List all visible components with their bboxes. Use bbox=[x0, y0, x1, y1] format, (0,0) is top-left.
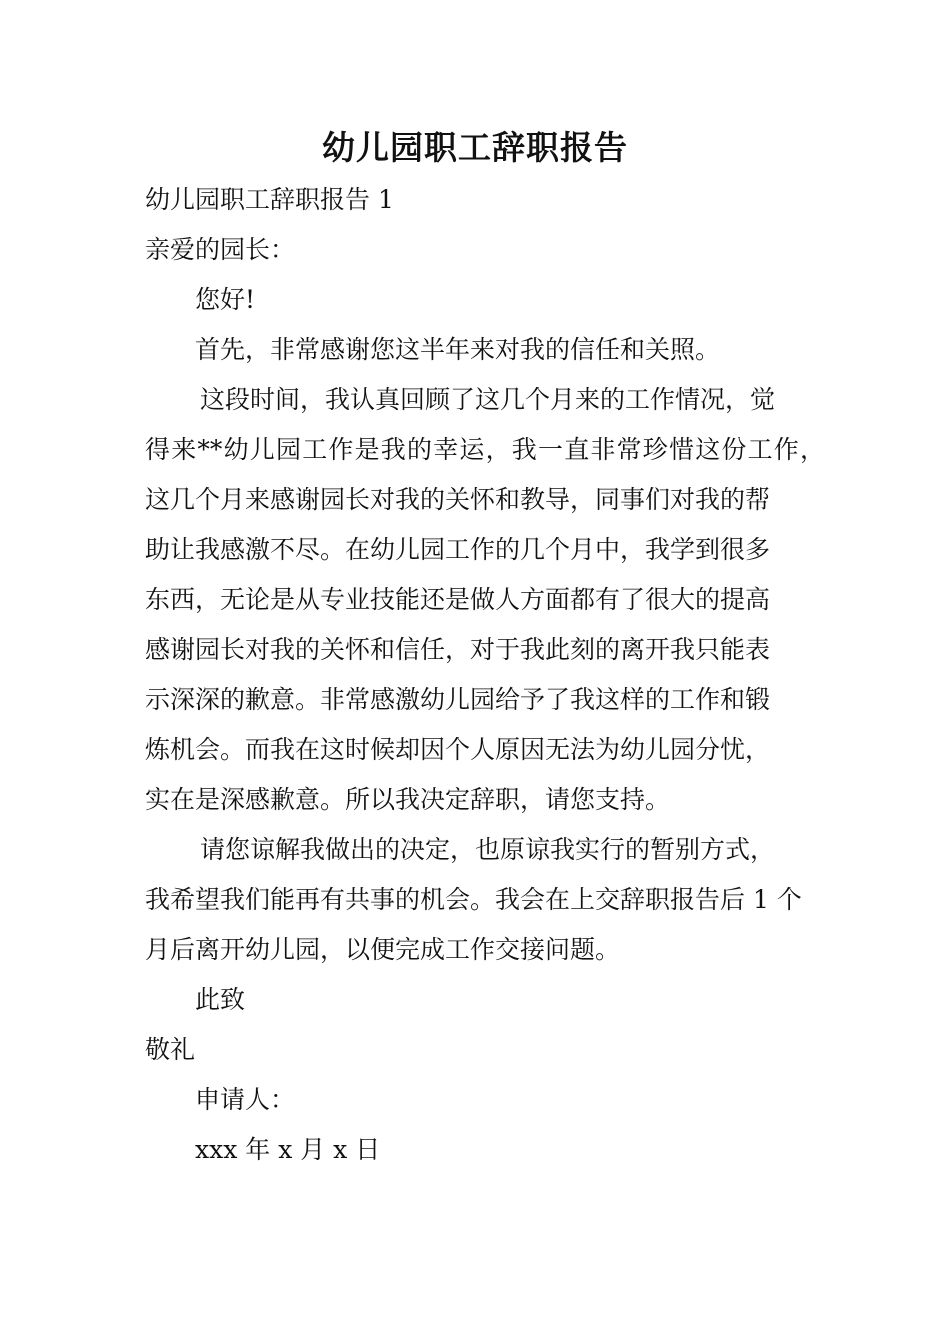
paragraph-line: 感谢园长对我的关怀和信任，对于我此刻的离开我只能表 bbox=[145, 635, 771, 664]
date-line: xxx 年 x 月 x 日 bbox=[195, 1135, 381, 1164]
paragraph-line: 请您谅解我做出的决定，也原谅我实行的暂别方式， bbox=[200, 835, 776, 864]
closing-line-1: 此致 bbox=[195, 985, 246, 1014]
document-title: 幼儿园职工辞职报告 bbox=[322, 128, 628, 167]
document-subtitle: 幼儿园职工辞职报告 1 bbox=[145, 185, 394, 214]
paragraph-line: 月后离开幼儿园，以便完成工作交接问题。 bbox=[145, 935, 621, 964]
paragraph-line: 我希望我们能再有共事的机会。我会在上交辞职报告后 1 个 bbox=[145, 885, 802, 914]
greeting: 您好! bbox=[195, 285, 256, 314]
salutation: 亲爱的园长： bbox=[145, 235, 296, 264]
paragraph-line: 这段时间，我认真回顾了这几个月来的工作情况，觉 bbox=[200, 385, 776, 414]
paragraph-line: 得来**幼儿园工作是我的幸运，我一直非常珍惜这份工作， bbox=[145, 435, 825, 464]
paragraph-line: 实在是深感歉意。所以我决定辞职，请您支持。 bbox=[145, 785, 671, 814]
paragraph-line: 助让我感激不尽。在幼儿园工作的几个月中，我学到很多 bbox=[145, 535, 771, 564]
paragraph-line: 示深深的歉意。非常感激幼儿园给予了我这样的工作和锻 bbox=[145, 685, 771, 714]
paragraph-thanks: 首先，非常感谢您这半年来对我的信任和关照。 bbox=[195, 335, 721, 364]
paragraph-line: 东西，无论是从专业技能还是做人方面都有了很大的提高 bbox=[145, 585, 771, 614]
paragraph-reflection bbox=[145, 375, 825, 825]
applicant-label: 申请人： bbox=[195, 1085, 296, 1114]
paragraph-request bbox=[145, 825, 825, 975]
document-body bbox=[145, 175, 825, 1175]
paragraph-line: 这几个月来感谢园长对我的关怀和教导，同事们对我的帮 bbox=[145, 485, 771, 514]
paragraph-line: 炼机会。而我在这时候却因个人原因无法为幼儿园分忧， bbox=[145, 735, 771, 764]
closing-line-2: 敬礼 bbox=[145, 1035, 196, 1064]
